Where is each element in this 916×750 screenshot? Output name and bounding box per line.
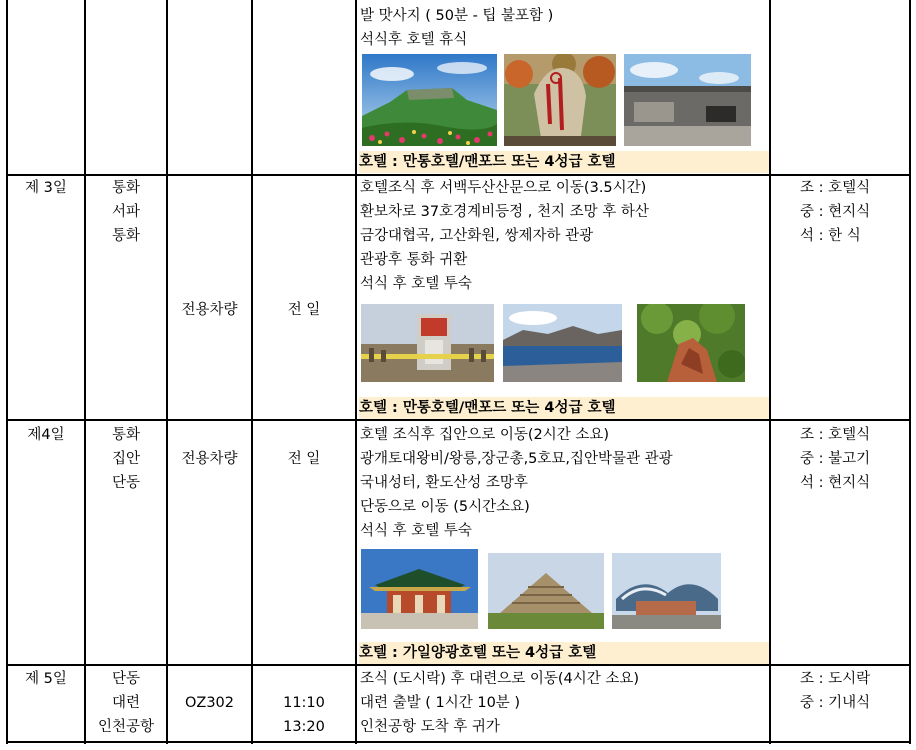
cities-cell xyxy=(86,667,166,739)
schedule-line: 관광후 통화 귀환 xyxy=(360,252,468,268)
schedule-line: 인천공항 도착 후 귀가 xyxy=(360,719,500,735)
schedule-line: 광개토대왕비/왕릉,장군총,5호묘,집안박물관 관광 xyxy=(360,451,673,467)
day-label: 제 3일 xyxy=(25,180,67,196)
schedule-line: 환보차로 37호경계비등정 , 천지 조망 후 하산 xyxy=(360,204,649,220)
day-label: 제4일 xyxy=(27,427,65,443)
stone-monument-photo xyxy=(504,54,616,146)
time-cell: 전 일 xyxy=(287,451,321,467)
meal-line: 석 : 한 식 xyxy=(800,228,861,244)
schedule-line: 금강대협곡, 고산화원, 쌍제자하 관광 xyxy=(360,228,594,244)
hotel-info: 호텔 : 만통호텔/맨포드 또는 4성급 호텔 xyxy=(359,397,769,419)
meals-cell xyxy=(800,667,870,715)
meal-line: 조 : 도시락 xyxy=(800,671,871,687)
column-divider xyxy=(769,0,771,744)
mountain-plateau-photo xyxy=(362,54,497,146)
table-border-left xyxy=(6,0,8,744)
crater-lake-photo xyxy=(503,304,622,382)
cities-cell xyxy=(86,176,166,248)
city-name: 통화 xyxy=(111,180,140,196)
schedule-line: 단동으로 이동 (5시간소요) xyxy=(360,499,530,515)
schedule-line: 호텔 조식후 집안으로 이동(2시간 소요) xyxy=(360,427,610,443)
row-divider xyxy=(6,419,910,421)
day-label: 제 5일 xyxy=(25,671,67,687)
schedule-line: 대련 출발 ( 1시간 10분 ) xyxy=(360,695,521,711)
city-name: 통화 xyxy=(111,427,140,443)
hotel-info: 호텔 : 만통호텔/맨포드 또는 4성급 호텔 xyxy=(359,151,769,173)
time-cell: 전 일 xyxy=(287,302,321,318)
schedule-cell xyxy=(360,176,649,296)
canyon-photo xyxy=(637,304,745,382)
transport-cell: 전용차량 xyxy=(181,302,238,318)
column-divider xyxy=(251,0,253,744)
meal-line: 조 : 호텔식 xyxy=(800,180,871,196)
schedule-line: 호텔조식 후 서백두산산문으로 이동(3.5시간) xyxy=(360,180,647,196)
schedule-cell xyxy=(360,667,639,739)
schedule-line: 발 맛사지 ( 50분 - 팁 불포함 ) xyxy=(360,8,554,24)
schedule-line: 국내성터, 환도산성 조망후 xyxy=(360,475,528,491)
time-cell xyxy=(253,691,355,739)
schedule-line: 석식 후 호텔 투숙 xyxy=(360,276,472,292)
city-name: 단동 xyxy=(111,671,140,687)
transport-cell: OZ302 xyxy=(184,695,235,711)
meal-line: 조 : 호텔식 xyxy=(800,427,871,443)
border-marker-photo xyxy=(361,304,494,382)
meal-line: 중 : 기내식 xyxy=(800,695,871,711)
city-name: 서파 xyxy=(111,204,140,220)
meals-cell xyxy=(800,176,870,248)
hotel-info: 호텔 : 가일양광호텔 또는 4성급 호텔 xyxy=(359,642,769,664)
column-divider xyxy=(84,0,86,744)
column-divider xyxy=(355,0,357,744)
city-name: 인천공항 xyxy=(97,719,155,735)
table-border-bottom xyxy=(6,741,910,743)
cities-cell xyxy=(86,423,166,495)
museum-photo xyxy=(612,553,721,629)
meal-line: 중 : 불고기 xyxy=(800,451,871,467)
city-name: 단동 xyxy=(111,475,140,491)
time-value: 11:10 xyxy=(283,695,325,711)
row-divider xyxy=(6,664,910,666)
pyramid-tomb-photo xyxy=(488,553,604,629)
table-border-right xyxy=(909,0,911,744)
gate-building-photo xyxy=(624,54,751,146)
city-name: 대련 xyxy=(111,695,140,711)
transport-cell: 전용차량 xyxy=(181,451,238,467)
schedule-line: 조식 (도시락) 후 대련으로 이동(4시간 소요) xyxy=(360,671,640,687)
schedule-cell xyxy=(360,423,673,543)
pavilion-photo xyxy=(361,549,478,629)
schedule-line: 석식후 호텔 휴식 xyxy=(360,32,468,48)
column-divider xyxy=(166,0,168,744)
city-name: 통화 xyxy=(111,228,140,244)
city-name: 집안 xyxy=(111,451,140,467)
schedule-cell xyxy=(360,4,553,52)
time-value: 13:20 xyxy=(283,719,325,735)
meals-cell xyxy=(800,423,870,495)
meal-line: 석 : 현지식 xyxy=(800,475,871,491)
meal-line: 중 : 현지식 xyxy=(800,204,871,220)
schedule-line: 석식 후 호텔 투숙 xyxy=(360,523,472,539)
